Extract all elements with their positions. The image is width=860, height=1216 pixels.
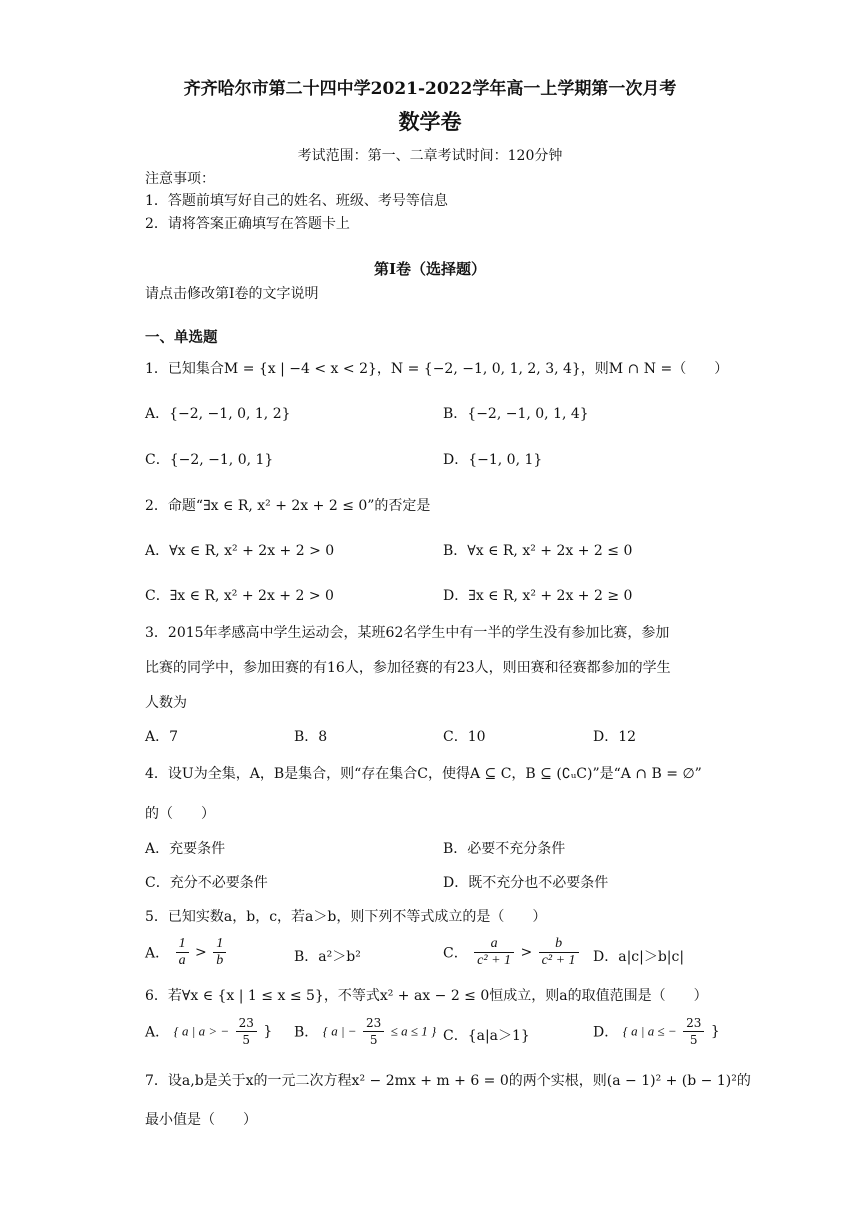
- q4-option-d: D．既不充分也不必要条件: [443, 875, 609, 891]
- denominator: 5: [689, 1033, 698, 1047]
- q5-option-c: [443, 936, 581, 969]
- part-title: 第I卷（选择题）: [373, 260, 487, 278]
- numerator: 1: [176, 936, 189, 953]
- q1-option-c: C．{−2, −1, 0, 1}: [145, 452, 274, 468]
- question-1-stem: 1．已知集合M = {x | −4 < x < 2}，N = {−2, −1, 0, 1, 2, 3, 4}，则M ∩ N =（ ）: [145, 361, 729, 377]
- denominator: b: [216, 953, 224, 968]
- part-description: 请点击修改第I卷的文字说明: [145, 286, 319, 302]
- question-4-line: 4．设U为全集，A，B是集合，则“存在集合C，使得A ⊆ C，B ⊆ (∁ᵤC)”是“A ∩ B = ∅”: [145, 766, 702, 782]
- section-heading: 一、单选题: [145, 329, 218, 346]
- denominator: a: [178, 953, 186, 968]
- question-7-line: 7．设a,b是关于x的一元二次方程x² − 2mx + m + 6 = 0的两个实根，则(a − 1)² + (b − 1)²的: [145, 1073, 751, 1089]
- numerator: b: [539, 936, 579, 953]
- denominator: 5: [242, 1033, 251, 1047]
- note-item: 2．请将答案正确填写在答题卡上: [145, 216, 350, 232]
- numerator: a: [474, 936, 514, 953]
- q6-option-d: [593, 1015, 720, 1048]
- question-2-stem: 2．命题“∃x ∈ R, x² + 2x + 2 ≤ 0”的否定是: [145, 498, 431, 514]
- q1-option-d: D．{−1, 0, 1}: [443, 452, 543, 468]
- question-3-line: 3．2015年孝感高中学生运动会，某班62名学生中有一半的学生没有参加比赛，参加: [145, 625, 670, 641]
- fraction: [213, 936, 226, 969]
- operator: >: [520, 944, 533, 961]
- denominator: c² + 1: [541, 953, 576, 968]
- q3-option-a: A．7: [145, 729, 179, 745]
- q2-option-c: C．∃x ∈ R, x² + 2x + 2 > 0: [145, 588, 334, 604]
- fraction: [474, 936, 514, 969]
- fraction: [363, 1015, 384, 1048]
- q3-option-b: B．8: [294, 729, 328, 745]
- q1-option-b: B．{−2, −1, 0, 1, 4}: [443, 406, 589, 422]
- numerator: 23: [363, 1015, 384, 1032]
- q5-option-b: B．a²＞b²: [294, 949, 361, 965]
- option-label: B．: [294, 1024, 319, 1041]
- option-label: A．: [145, 1024, 170, 1041]
- option-label: A．: [145, 945, 170, 962]
- set-suffix: ≤ a ≤ 1 }: [390, 1023, 437, 1039]
- q4-option-a: A．充要条件: [145, 841, 226, 857]
- q6-option-c: C．{a|a＞1}: [443, 1028, 530, 1044]
- numerator: 23: [236, 1015, 257, 1032]
- exam-title: 齐齐哈尔市第二十四中学2021-2022学年高一上学期第一次月考: [183, 79, 677, 99]
- set-prefix: { a | a ≤ −: [622, 1023, 677, 1039]
- q4-option-b: B．必要不充分条件: [443, 841, 566, 857]
- operator: >: [195, 944, 207, 961]
- question-3-line: 人数为: [145, 695, 187, 711]
- option-label: C．: [443, 945, 468, 962]
- numerator: 1: [213, 936, 226, 953]
- q2-option-b: B．∀x ∈ R, x² + 2x + 2 ≤ 0: [443, 543, 633, 559]
- set-suffix: }: [710, 1023, 720, 1040]
- q6-option-b: [294, 1015, 436, 1048]
- q1-option-a: A．{−2, −1, 0, 1, 2}: [145, 406, 291, 422]
- fraction: [539, 936, 579, 969]
- exam-subject: 数学卷: [398, 109, 462, 134]
- question-3-line: 比赛的同学中，参加田赛的有16人，参加径赛的有23人，则田赛和径赛都参加的学生: [145, 660, 671, 676]
- numerator: 23: [683, 1015, 704, 1032]
- question-4-line: 的（ ）: [145, 806, 215, 822]
- question-6-stem: 6．若∀x ∈ {x | 1 ≤ x ≤ 5}，不等式x² + ax − 2 ≤ 0恒成立，则a的取值范围是（ ）: [145, 988, 708, 1004]
- q3-option-c: C．10: [443, 729, 486, 745]
- q5-option-d: D．a|c|＞b|c|: [593, 949, 685, 965]
- q2-option-a: A．∀x ∈ R, x² + 2x + 2 > 0: [145, 543, 335, 559]
- notes-heading: 注意事项：: [145, 171, 215, 187]
- option-label: D．: [593, 1024, 619, 1041]
- fraction: [176, 936, 189, 969]
- denominator: 5: [369, 1033, 378, 1047]
- question-7-line: 最小值是（ ）: [145, 1112, 257, 1128]
- q5-option-a: [145, 936, 228, 969]
- fraction: [683, 1015, 704, 1048]
- set-prefix: { a | −: [322, 1023, 357, 1039]
- q4-option-c: C．充分不必要条件: [145, 875, 268, 891]
- exam-info: 考试范围：第一、二章考试时间：120分钟: [297, 148, 563, 164]
- note-item: 1．答题前填写好自己的姓名、班级、考号等信息: [145, 193, 448, 209]
- set-suffix: }: [263, 1023, 273, 1040]
- q3-option-d: D．12: [593, 729, 637, 745]
- set-prefix: { a | a > −: [173, 1023, 230, 1039]
- question-5-stem: 5．已知实数a，b，c，若a＞b，则下列不等式成立的是（ ）: [145, 909, 547, 925]
- q6-option-a: [145, 1015, 272, 1048]
- fraction: [236, 1015, 257, 1048]
- denominator: c² + 1: [477, 953, 512, 968]
- q2-option-d: D．∃x ∈ R, x² + 2x + 2 ≥ 0: [443, 588, 633, 604]
